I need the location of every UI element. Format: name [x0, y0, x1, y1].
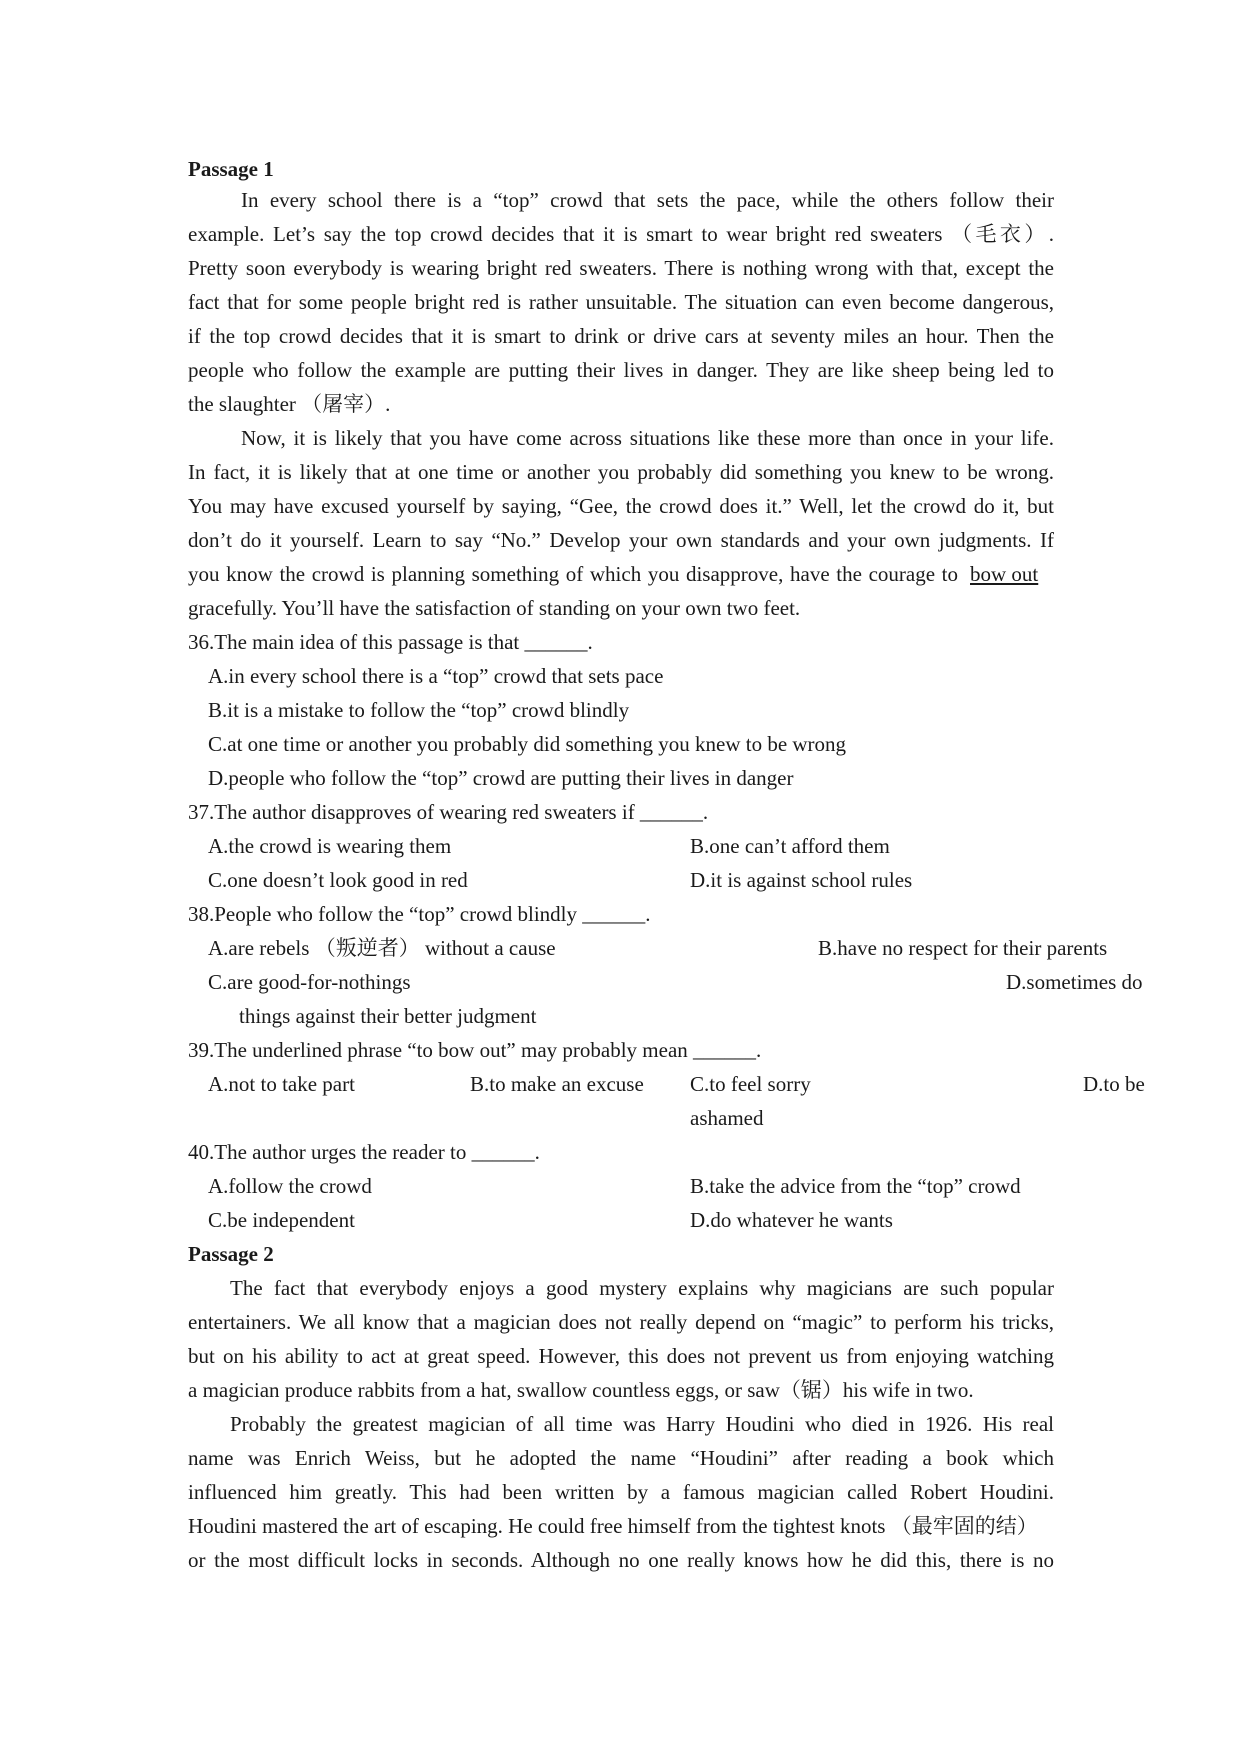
- passage-1-line: Now, it is likely that you have come across situations like these more than once in your life.: [241, 426, 1054, 450]
- question-38-option-a: A.are rebels （叛逆者） without a cause: [208, 936, 556, 960]
- passage-2-line: name was Enrich Weiss, but he adopted the name “Houdini” after reading a book which: [188, 1446, 1054, 1470]
- question-40-option-b: B.take the advice from the “top” crowd: [690, 1174, 1021, 1198]
- passage-1-line: gracefully. You’ll have the satisfaction of standing on your own two feet.: [188, 596, 801, 620]
- passage-2-heading: Passage 2: [188, 1242, 274, 1266]
- passage-1-line: You may have excused yourself by saying, “Gee, the crowd does it.” Well, let the crowd do it, but: [188, 494, 1054, 518]
- question-37-option-b: B.one can’t afford them: [690, 834, 890, 858]
- question-39-stem: 39.The underlined phrase “to bow out” may probably mean ______.: [188, 1038, 762, 1062]
- passage-1-heading: Passage 1: [188, 157, 274, 181]
- passage-1-line: people who follow the example are putting their lives in danger. They are like sheep being led to: [188, 358, 1054, 382]
- question-36-option-c: C.at one time or another you probably did something you knew to be wrong: [208, 732, 847, 756]
- question-39-option-d-continued: ashamed: [690, 1106, 764, 1130]
- question-37-stem: 37.The author disapproves of wearing red sweaters if ______.: [188, 800, 709, 824]
- question-36-option-a: A.in every school there is a “top” crowd that sets pace: [208, 664, 664, 688]
- question-38-option-d: D.sometimes do: [1006, 970, 1143, 994]
- passage-1-line: you know the crowd is planning something of which you disapprove, have the courage to: [188, 562, 958, 586]
- question-39-option-c: C.to feel sorry: [690, 1072, 811, 1096]
- question-38-option-c: C.are good-for-nothings: [208, 970, 411, 994]
- passage-1-line: Pretty soon everybody is wearing bright red sweaters. There is nothing wrong with that, except the: [188, 256, 1054, 280]
- question-39-option-d: D.to be: [1083, 1072, 1145, 1096]
- question-36-stem: 36.The main idea of this passage is that ______.: [188, 630, 593, 654]
- question-40-option-d: D.do whatever he wants: [690, 1208, 893, 1232]
- question-36-option-b: B.it is a mistake to follow the “top” crowd blindly: [208, 698, 630, 722]
- question-40-option-a: A.follow the crowd: [208, 1174, 372, 1198]
- question-37-option-d: D.it is against school rules: [690, 868, 913, 892]
- passage-2-line: but on his ability to act at great speed. However, this does not prevent us from enjoying watching: [188, 1344, 1054, 1368]
- question-40-stem: 40.The author urges the reader to ______.: [188, 1140, 540, 1164]
- passage-2-line: entertainers. We all know that a magician does not really depend on “magic” to perform his tricks,: [188, 1310, 1054, 1334]
- question-37-option-c: C.one doesn’t look good in red: [208, 868, 468, 892]
- question-36-option-d: D.people who follow the “top” crowd are putting their lives in danger: [208, 766, 794, 790]
- question-38-stem: 38.People who follow the “top” crowd blindly ______.: [188, 902, 651, 926]
- question-39-option-b: B.to make an excuse: [470, 1072, 644, 1096]
- passage-1-line: don’t do it yourself. Learn to say “No.” Develop your own standards and your own judgments. If: [188, 528, 1054, 552]
- question-40-option-c: C.be independent: [208, 1208, 355, 1232]
- passage-2-line: The fact that everybody enjoys a good mystery explains why magicians are such popular: [230, 1276, 1054, 1300]
- passage-1-line: example. Let’s say the top crowd decides that it is smart to wear bright red sweaters （毛衣）.: [188, 222, 1054, 246]
- question-38-option-d-continued: things against their better judgment: [239, 1004, 537, 1028]
- passage-1-line: In every school there is a “top” crowd that sets the pace, while the others follow their: [241, 188, 1054, 212]
- underlined-phrase-bow-out: bow out: [970, 562, 1039, 586]
- question-37-option-a: A.the crowd is wearing them: [208, 834, 452, 858]
- passage-1-line: fact that for some people bright red is rather unsuitable. The situation can even become dangerous,: [188, 290, 1054, 314]
- passage-1-line: the slaughter （屠宰）.: [188, 392, 391, 416]
- passage-2-line: Probably the greatest magician of all time was Harry Houdini who died in 1926. His real: [230, 1412, 1054, 1436]
- passage-2-line: Houdini mastered the art of escaping. He could free himself from the tightest knots （最牢固的结）: [188, 1514, 1038, 1538]
- question-38-option-b: B.have no respect for their parents: [818, 936, 1108, 960]
- passage-2-line: a magician produce rabbits from a hat, swallow countless eggs, or saw（锯）his wife in two.: [188, 1378, 974, 1402]
- passage-2-line: or the most difficult locks in seconds. Although no one really knows how he did this, there is no: [188, 1548, 1054, 1572]
- passage-2-line: influenced him greatly. This had been written by a famous magician called Robert Houdini.: [188, 1480, 1054, 1504]
- passage-1-line: In fact, it is likely that at one time or another you probably did something you knew to be wrong.: [188, 460, 1054, 484]
- passage-1-line: if the top crowd decides that it is smart to drink or drive cars at seventy miles an hour. Then the: [188, 324, 1054, 348]
- question-39-option-a: A.not to take part: [208, 1072, 355, 1096]
